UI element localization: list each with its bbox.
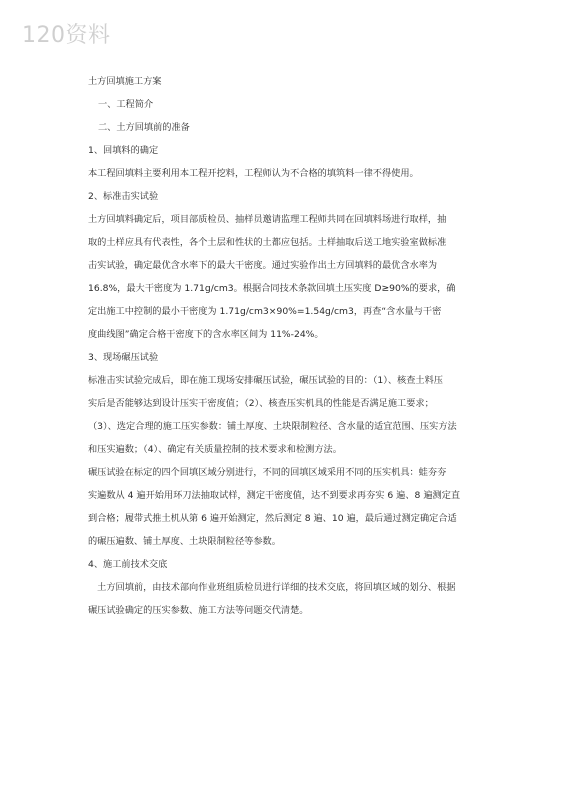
section-heading-preparation: 二、土方回填前的准备 <box>98 122 190 133</box>
text-line: 碾压试验在标定的四个回填区域分别进行，不同的回填区域采用不同的压实机具：蛙夯夯 <box>88 467 447 478</box>
paragraph-compaction-test <box>88 208 488 346</box>
paragraph-technical-briefing <box>88 576 488 622</box>
text-line: 取的土样应具有代表性，各个土层和性状的土都应包括。土样抽取后送工地实验室做标准 <box>88 237 447 248</box>
text-line: 到合格；履带式推土机从第 6 遍开始测定，然后测定 8 遍、10 遍，最后通过测定确定合适 <box>88 513 457 524</box>
text-line: 定出施工中控制的最小干密度为 1.71g/cm3×90%=1.54g/cm3，再查“含水量与干密 <box>88 306 442 317</box>
text-line: 击实试验，确定最优含水率下的最大干密度。通过实验作出土方回填料的最优含水率为 <box>88 260 438 271</box>
subheading-compaction-test: 2、标准击实试验 <box>88 191 159 202</box>
text-line: 碾压试验确定的压实参数、施工方法等问题交代清楚。 <box>88 605 309 616</box>
subheading-fill-material: 1、回填料的确定 <box>88 145 159 156</box>
text-line: （3）、选定合理的施工压实参数：铺土厚度、土块限制粒径、含水量的适宜范围、压实方法 <box>88 421 457 432</box>
text-line: 标准击实试验完成后，即在施工现场安排碾压试验，碾压试验的目的：（1）、核查土料压 <box>88 375 443 386</box>
text-line: 实后是否能够达到设计压实干密度值；（2）、核查压实机具的性能是否满足施工要求； <box>88 398 434 409</box>
text-line: 实遍数从 4 遍开始用环刀法抽取试样，测定干密度值，达不到要求再夯实 6 遍、8 遍测定直 <box>88 490 461 501</box>
paragraph-fill-material <box>88 162 488 185</box>
text-line: 土方回填料确定后，项目部质检员、抽样员邀请监理工程师共同在回填料场进行取样，抽 <box>88 214 447 225</box>
text-line: 16.8%，最大干密度为 1.71g/cm3。根据合同技术条款回填土压实度 D≥90%的要求，确 <box>88 283 456 294</box>
subheading-rolling-test: 3、现场碾压试验 <box>88 352 159 363</box>
subheading-technical-briefing: 4、施工前技术交底 <box>88 559 168 570</box>
paragraph-rolling-test-process <box>88 461 488 553</box>
paragraph-rolling-test-purpose <box>88 369 488 461</box>
watermark-logo: 120资料 <box>22 23 111 48</box>
text-line: 本工程回填料主要利用本工程开挖料，工程师认为不合格的填筑料一律不得使用。 <box>88 168 419 179</box>
text-line: 土方回填前，由技术部向作业班组质检员进行详细的技术交底，将回填区域的划分、根据 <box>88 582 456 593</box>
text-line: 的碾压遍数、铺土厚度、土块限制粒径等参数。 <box>88 536 281 547</box>
section-heading-project-intro: 一、工程简介 <box>98 99 154 110</box>
text-line: 度曲线图”确定合格干密度下的含水率区间为 11%-24%。 <box>88 329 324 340</box>
text-line: 和压实遍数；（4）、确定有关质量控制的技术要求和检测方法。 <box>88 444 342 455</box>
document-body <box>88 70 488 622</box>
document-title: 土方回填施工方案 <box>88 76 162 87</box>
